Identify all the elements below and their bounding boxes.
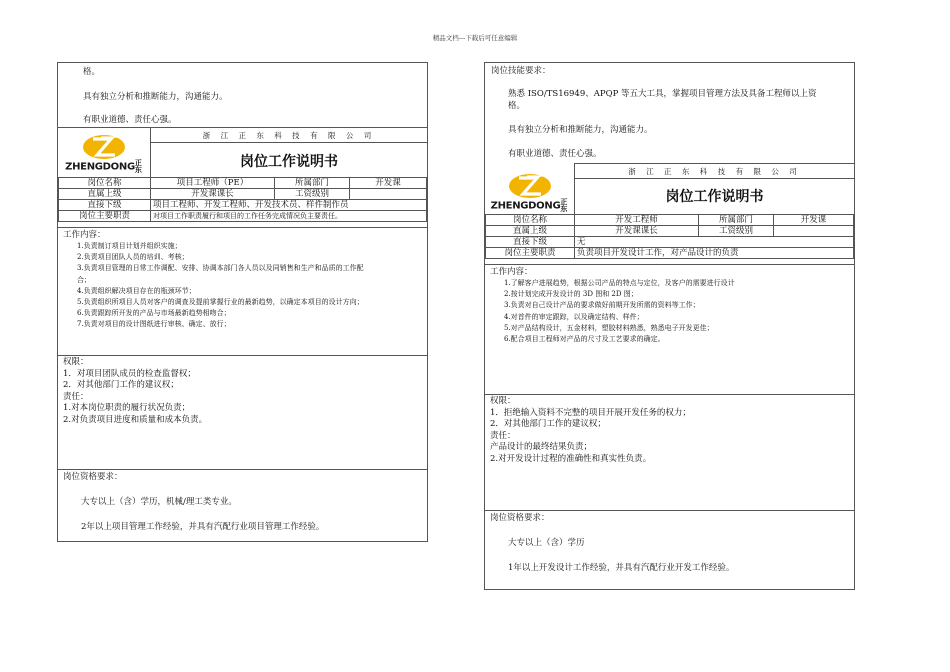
text-line: 责任：	[490, 430, 516, 441]
table-cell: 无	[575, 237, 854, 248]
table-cell: 项目工程师、开发工程师、开发技术员、样件制作员	[151, 200, 427, 211]
left-work-section	[58, 227, 427, 355]
right-header-row	[574, 163, 854, 214]
table-cell: 所属部门	[699, 215, 774, 226]
list-item: 4.对首件的审定跟踪，以及确定结构、样件；	[504, 312, 644, 321]
right-qualification-section	[485, 510, 854, 590]
list-item: 7.负责对项目的设计图纸进行审核、确定、放行；	[77, 320, 231, 329]
left-top-text	[58, 66, 427, 126]
list-item: 6.配合项目工程师对产品的尺寸及工艺要求的确定。	[504, 335, 665, 344]
right-rights-section	[485, 394, 854, 510]
company-name: 浙 江 正 东 科 技 有 限 公 司	[575, 164, 854, 179]
table-cell	[774, 226, 854, 237]
text-line: 大专以上（含）学历	[508, 538, 585, 548]
table-cell: 直属上级	[59, 189, 151, 200]
table-cell: 开发课	[774, 215, 854, 226]
list-item: 5.对产品结构设计，五金材料，塑胶材料熟悉，熟悉电子开发更佳；	[504, 323, 714, 332]
table-row	[59, 178, 427, 189]
right-job-description	[484, 62, 855, 590]
list-item: 1.负责制订项目计划并组织实施；	[77, 242, 182, 250]
list-item: 4.负责组织解决项目存在的瓶颈环节；	[77, 286, 196, 295]
text-line: 格。	[508, 101, 526, 111]
table-cell: 直属上级	[486, 226, 575, 237]
section-title: 工作内容：	[63, 230, 106, 240]
table-row	[486, 215, 854, 226]
document-title: 岗位工作说明书	[240, 153, 338, 170]
logo-mark-icon	[81, 134, 127, 160]
table-cell: 直接下级	[59, 200, 151, 211]
table-cell: 负责项目开发设计工作，对产品设计的负责	[575, 248, 854, 259]
logo-text: ZHENGDONG	[490, 200, 561, 212]
text-line: 格。	[83, 67, 101, 77]
table-row	[486, 248, 854, 259]
text-line: 1年以上开发设计工作经验，并具有汽配行业开发工作经验。	[508, 563, 735, 573]
table-row	[59, 211, 427, 222]
section-title: 岗位技能要求：	[491, 66, 551, 76]
text-line: 产品设计的最终结果负责；	[490, 442, 593, 452]
text-line: 有职业道德、责任心强。	[508, 149, 602, 159]
list-item: 6.负责跟踪所开发的产品与市场最新趋势相吻合；	[77, 309, 231, 318]
text-line: 2.对开发设计过程的准确性和真实性负责。	[490, 453, 652, 464]
text-line: 1.对本岗位职责的履行状况负责；	[63, 403, 191, 413]
text-line: 权限：	[63, 357, 89, 367]
table-cell	[350, 189, 427, 200]
table-cell: 岗位主要职责	[486, 248, 575, 259]
table-row	[486, 237, 854, 248]
text-line: 具有独立分析和推断能力，沟通能力。	[508, 125, 653, 135]
table-row	[486, 226, 854, 237]
left-info-table	[58, 177, 427, 222]
text-line: 具有独立分析和推断能力，沟通能力。	[83, 92, 228, 102]
text-line: 1．拒绝输入资料不完整的项目开展开发任务的权力；	[490, 407, 691, 418]
table-cell: 岗位名称	[486, 215, 575, 226]
text-line: 2．对其他部门工作的建议权；	[63, 380, 179, 390]
text-line: 2年以上项目管理工作经验，并具有汽配行业项目管理工作经验。	[81, 522, 325, 532]
right-info-table	[485, 214, 854, 259]
section-title: 工作内容：	[490, 267, 533, 277]
left-header-row	[58, 127, 427, 180]
document-title: 岗位工作说明书	[665, 188, 764, 205]
text-line: 熟悉 ISO/TS16949、APQP 等五大工具，掌握项目管理方法及具备工程师以上资	[508, 89, 817, 99]
text-line: 2.对负责项目进度和质量和成本负责。	[63, 414, 208, 425]
text-line: 有职业道德、责任心强。	[83, 115, 177, 125]
text-line: 责任：	[63, 391, 89, 402]
left-job-description	[57, 62, 428, 542]
left-qualification-section	[58, 469, 427, 543]
list-item: 1.了解客户进展趋势，根据公司产品的特点与定位，及客户的需要进行设计	[504, 279, 735, 287]
table-row	[59, 189, 427, 200]
logo-cn: 正东	[560, 198, 568, 213]
text-line: 权限：	[490, 396, 516, 406]
table-cell: 工资级别	[275, 189, 350, 200]
logo-mark-icon	[507, 173, 553, 199]
table-cell: 项目工程师（PE）	[151, 178, 275, 189]
table-cell: 工资级别	[699, 226, 774, 237]
logo-text: ZHENGDONG	[65, 161, 135, 173]
text-line: 大专以上（含）学历，机械/理工类专业。	[81, 497, 237, 507]
table-cell: 所属部门	[275, 178, 350, 189]
table-cell: 开发课课长	[575, 226, 699, 237]
page-header: 精品文档---下载后可任意编辑	[432, 34, 518, 42]
text-line: 1．对项目团队成员的检查监督权；	[63, 368, 196, 379]
logo-cn: 正东	[134, 159, 142, 174]
table-cell: 岗位主要职责	[59, 211, 151, 222]
company-name: 浙 江 正 东 科 技 有 限 公 司	[151, 128, 427, 143]
company-logo	[485, 173, 574, 213]
list-item: 3.负责对自己设计产品的要求做好前期开发所需的资料等工作；	[504, 301, 700, 310]
list-item: 3.负责项目管理的日常工作调配、安排、协调本部门各人员以及同销售和生产和品质的工作配	[77, 264, 364, 273]
table-cell: 开发课课长	[151, 189, 275, 200]
table-cell: 对项目工作职责履行和项目的工作任务完成情况负主要责任。	[151, 211, 427, 222]
table-cell: 直接下级	[486, 237, 575, 248]
right-work-section	[485, 264, 854, 393]
list-item: 2.按计划完成开发设计的 3D 图和 2D 图；	[504, 290, 638, 299]
right-top-text	[485, 65, 854, 160]
list-item: 2.负责项目团队人员的培训、考核；	[77, 253, 189, 262]
text-line: 2．对其他部门工作的建议权；	[490, 419, 606, 429]
left-rights-section	[58, 355, 427, 467]
table-cell: 岗位名称	[59, 178, 151, 189]
table-cell: 开发课	[350, 178, 427, 189]
section-title: 岗位资格要求：	[490, 513, 550, 523]
table-cell: 开发工程师	[575, 215, 699, 226]
section-title: 岗位资格要求：	[63, 472, 123, 482]
list-item: 合；	[77, 275, 91, 284]
company-logo	[58, 128, 151, 180]
table-row	[59, 200, 427, 211]
list-item: 5.负责组织所项目人员对客户的调查及提前掌握行业的最新趋势，以确定本项目的设计方向；	[77, 298, 364, 307]
